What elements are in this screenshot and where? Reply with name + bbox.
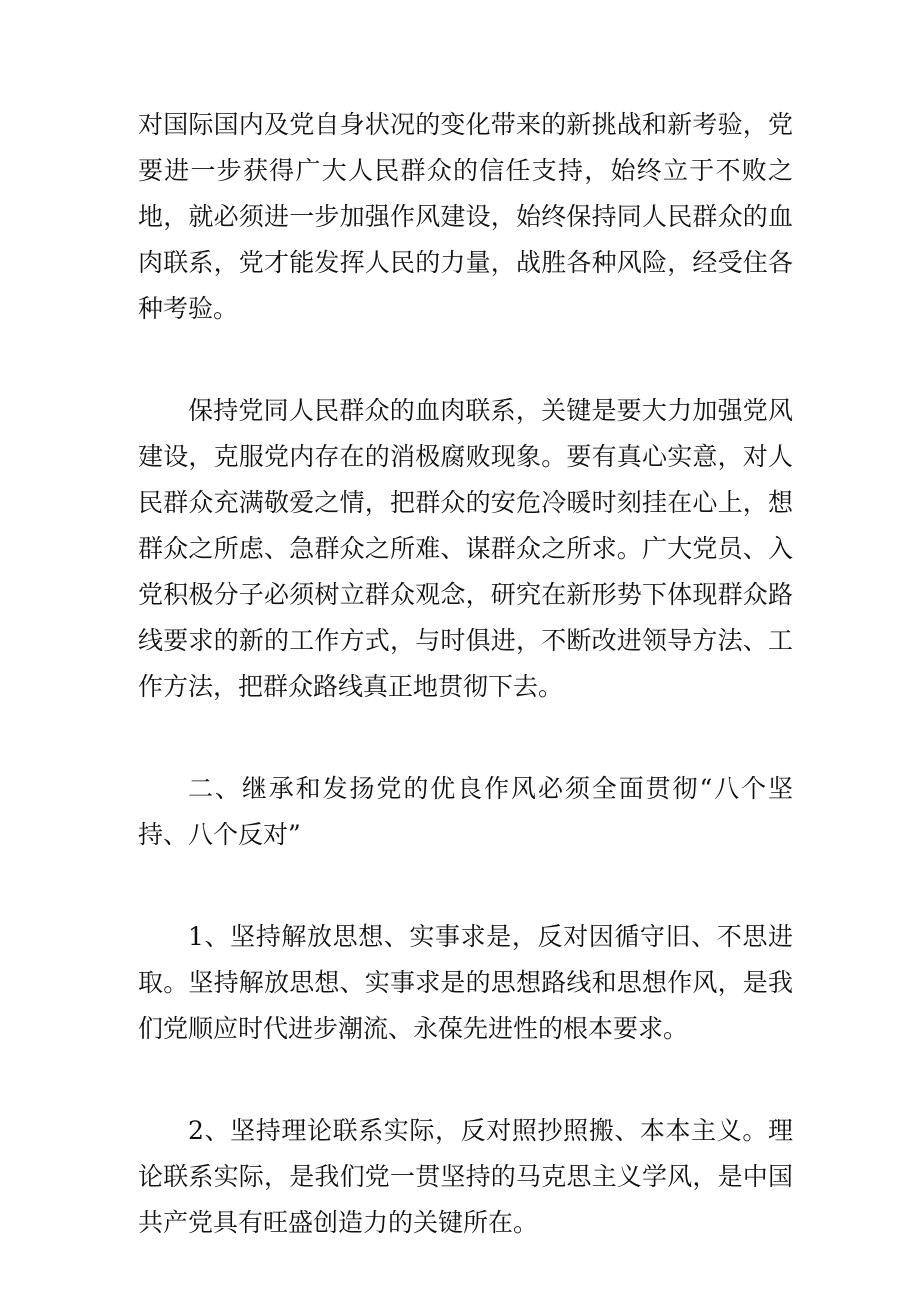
section-heading-two: 二、继承和发扬党的优良作风必须全面贯彻“八个坚持、八个反对” (138, 774, 793, 849)
paragraph-party-ties: 保持党同人民群众的血肉联系，关键是要大力加强党风建设，克服党内存在的消极腐败现象。要有真心实意，对人民群众充满敬爱之情，把群众的安危冷暖时刻挂在心上，想群众之所虑、急群众之所难、谋群众之所求。广大党员、入党积极分子必须树立群众观念，研究在新形势下体现群众路线要求的新的工作方式，与时俱进，不断改进领导方法、工作方法，把群众路线真正地贯彻下去。 (138, 396, 793, 701)
paragraph-continuation: 对国际国内及党自身状况的变化带来的新挑战和新考验，党要进一步获得广大人民群众的信任支持，始终立于不败之地，就必须进一步加强作风建设，始终保持同人民群众的血肉联系，党才能发挥人民的力量，战胜各种风险，经受住各种考验。 (138, 110, 793, 323)
paragraph-item-2: 2、坚持理论联系实际，反对照抄照搬、本本主义。理论联系实际，是我们党一贯坚持的马克思主义学风，是中国共产党具有旺盛创造力的关键所在。 (138, 1116, 793, 1237)
paragraph-item-1: 1、坚持解放思想、实事求是，反对因循守旧、不思进取。坚持解放思想、实事求是的思想路线和思想作风，是我们党顺应时代进步潮流、永葆先进性的根本要求。 (138, 922, 793, 1043)
document-body (138, 102, 793, 1246)
